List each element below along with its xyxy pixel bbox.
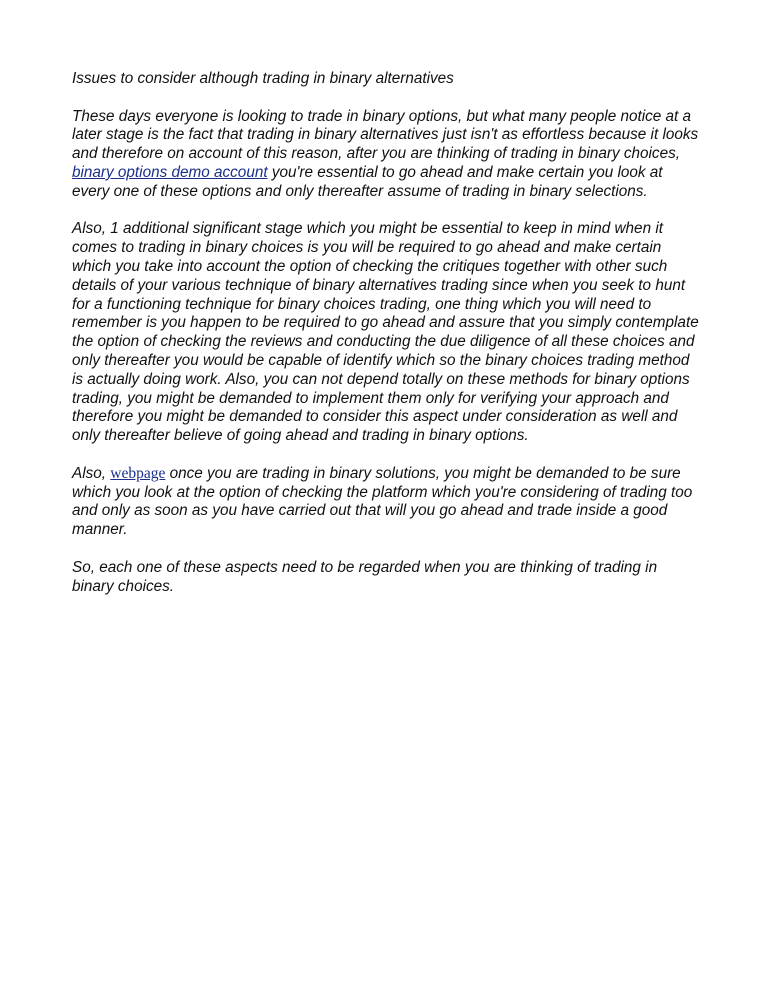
paragraph-1-text-after: you're essential to go ahead and make certain you look at every one of these options and only thereafter assume of trading in binary selections. — [72, 163, 663, 200]
paragraph-3-text-after: once you are trading in binary solutions, you might be demanded to be sure which you look at the option of checking the platform which you're considering of trading too and only as soon as you have carried out that will you go ahead and trade inside a good manner. — [72, 464, 693, 539]
binary-options-demo-account-link[interactable]: binary options demo account — [72, 163, 268, 181]
document-body — [72, 70, 702, 615]
paragraph-2: Also, 1 additional significant stage which you might be essential to keep in mind when it comes to trading in binary choices is you will be required to go ahead and make certain which you take into account the option of checking the critiques together with other such details of your various technique of binary alternatives trading since when you seek to hunt for a functioning technique for binary choices trading, one thing which you will need to remember is you happen to be required to go ahead and assure that you simply contemplate the option of checking the reviews and conducting the due diligence of all these choices and only thereafter you would be capable of identify which so the binary choices trading method is actually doing work. Also, you can not depend totally on these methods for binary options trading, you might be demanded to implement them only for verifying your approach and therefore you might be demanded to consider this aspect under consideration as well and only thereafter believe of going ahead and trading in binary options. — [72, 220, 699, 445]
document-title: Issues to consider although trading in binary alternatives — [72, 70, 454, 87]
webpage-link[interactable]: webpage — [110, 464, 166, 482]
paragraph-3-text-before: Also, — [72, 464, 111, 482]
paragraph-3 — [72, 465, 702, 540]
paragraph-1-text-before: These days everyone is looking to trade in binary options, but what many people notice at a later stage is the fact that trading in binary alternatives just isn't as effortless because it looks and therefore on account of this reason, after you are thinking of trading in binary choices, — [72, 107, 699, 163]
paragraph-1 — [72, 108, 702, 202]
paragraph-4: So, each one of these aspects need to be regarded when you are thinking of trading in binary choices. — [72, 558, 658, 595]
